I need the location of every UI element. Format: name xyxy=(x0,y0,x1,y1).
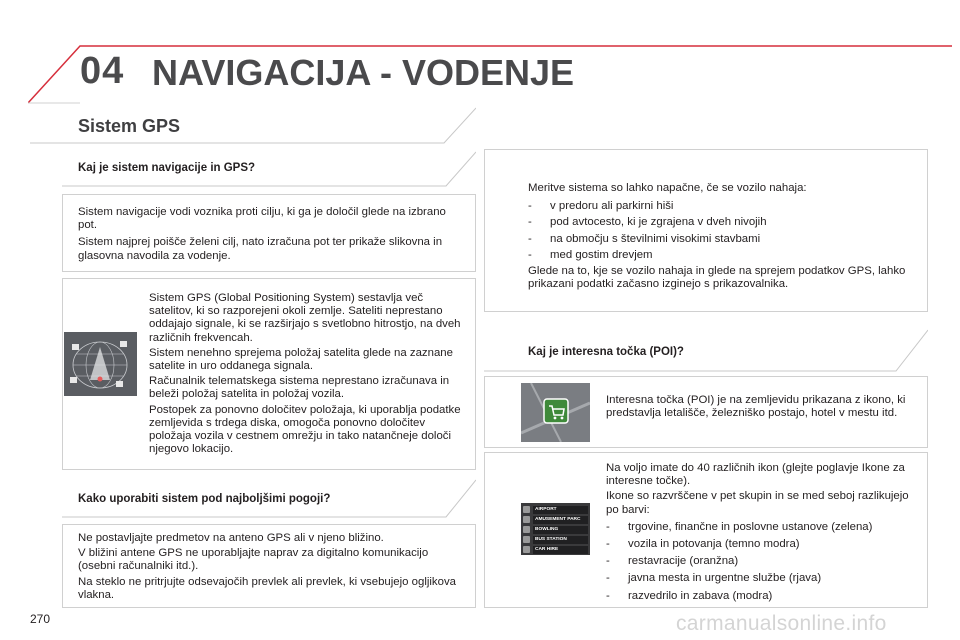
q2-heading: Kako uporabiti sistem pod najboljšimi pogoji? xyxy=(78,493,331,505)
measure-outro: Glede na to, kje se vozilo nahaja in glede na sprejem podatkov GPS, lahko prikazani podatki začasno izginejo s prikazovalnika. xyxy=(528,265,906,291)
groups-text xyxy=(606,462,922,607)
q1-heading: Kaj je sistem navigacije in GPS? xyxy=(78,162,256,174)
q2-paragraph: Na steklo ne pritrjujte odsevajočih prevlek ali prevlek, ki vsebujejo ogljikova vlakna. xyxy=(78,575,456,601)
measure-item: - pod avtocesto, ki je zgrajena v dveh nivojih xyxy=(528,216,767,229)
list-item: BOWLING xyxy=(523,525,588,534)
q1-paragraph: Sistem navigacije vodi voznika proti cilju, ki ga je določil glede na izbrano pot. xyxy=(78,206,446,232)
measure-text xyxy=(528,182,920,295)
gps-satellite-map-icon xyxy=(64,332,137,396)
q2-text xyxy=(78,532,458,604)
gps-paragraph: Sistem GPS (Global Positioning System) sestavlja več satelitov, ki so razporejeni okoli zemlje. Sateliti neprestano oddajajo signale, ki se razširjajo s svetlobno hitrostjo, na dveh različnih frekvencah. xyxy=(149,292,461,344)
watermark: carmanualsonline.info xyxy=(676,612,887,635)
measure-item: - na območju s številnimi visokimi stavbami xyxy=(528,232,761,245)
measure-item: - v predoru ali parkirni hiši xyxy=(528,200,674,213)
list-item: BUS STATION xyxy=(523,535,588,544)
gps-paragraph: Postopek za ponovno določitev položaja, ki uporablja podatke zemljevida s trdega diska, omogoča ponovno določitev položaja vozila v cestnem omrežju in tako natančneje določi njegovo lokacijo. xyxy=(149,403,461,456)
list-item: AMUSEMENT PARC xyxy=(523,515,588,524)
poi-shopping-cart-icon xyxy=(521,383,590,442)
q2-paragraph: V bližini antene GPS ne uporabljajte naprav za digitalno komunikacijo (osebni računalniki itd.). xyxy=(78,547,429,573)
group-item: - razvedrilo in zabava (modra) xyxy=(606,589,773,602)
poi-list-icon xyxy=(521,503,590,555)
list-item: AIRPORT xyxy=(523,505,588,514)
icons-paragraph: Na voljo imate do 40 različnih ikon (glejte poglavje Ikone za interesne točke). xyxy=(606,462,905,488)
measure-item: - med gostim drevjem xyxy=(528,248,653,261)
q1-text xyxy=(78,206,458,267)
group-item: - restavracije (oranžna) xyxy=(606,555,739,568)
section-title: Sistem GPS xyxy=(78,116,181,136)
group-item: - trgovine, finančne in poslovne ustanove (zelena) xyxy=(606,520,873,533)
group-item: - vozila in potovanja (temno modra) xyxy=(606,538,800,551)
gps-paragraph: Računalnik telematskega sistema neprestano izračunava in beleži položaj satelita in položaj vozila. xyxy=(149,375,450,401)
poi-paragraph: Interesna točka (POI) je na zemljevidu prikazana z ikono, ki predstavlja letališče, železniško postajo, hotel v mestu itd. xyxy=(606,394,906,420)
chapter-number: 04 xyxy=(80,50,125,92)
list-item: CAR HIRE xyxy=(523,545,588,554)
page-number: 270 xyxy=(30,612,51,626)
measure-intro: Meritve sistema so lahko napačne, če se vozilo nahaja: xyxy=(528,182,807,194)
gps-text xyxy=(149,292,467,458)
poi-text xyxy=(606,394,922,424)
q2-paragraph: Ne postavljajte predmetov na anteno GPS ali v njeno bližino. xyxy=(78,532,384,544)
poi-heading: Kaj je interesna točka (POI)? xyxy=(528,346,684,358)
icons-paragraph: Ikone so razvrščene v pet skupin in se med seboj razlikujejo po barvi: xyxy=(606,490,909,516)
chapter-title: NAVIGACIJA - VODENJE xyxy=(152,52,575,93)
group-item: - javna mesta in urgentne službe (rjava) xyxy=(606,572,822,585)
gps-paragraph: Sistem nenehno sprejema položaj satelita glede na zaznane satelite in uro oddanega signala. xyxy=(149,346,453,373)
q1-paragraph: Sistem najprej poišče želeni cilj, nato izračuna pot ter prikaže slikovna in glasovna navodila za vodenje. xyxy=(78,236,443,262)
